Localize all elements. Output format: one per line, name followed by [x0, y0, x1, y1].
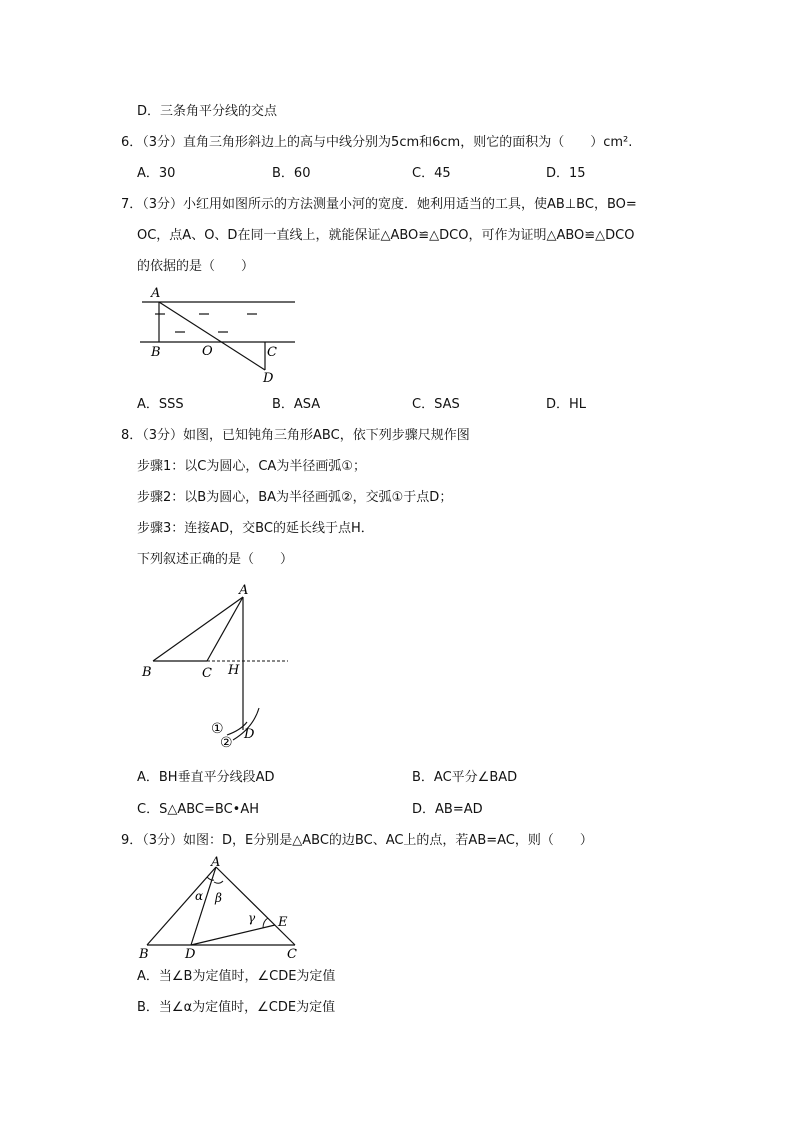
- q8-step-3: 步骤3：连接AD，交BC的延长线于点H．: [137, 521, 374, 536]
- label-b: B: [142, 665, 152, 680]
- label-c: C: [202, 666, 212, 681]
- q6-option-c: C．45: [412, 166, 451, 181]
- q5-option-d: D．三条角平分线的交点: [137, 104, 278, 119]
- q9-triangle-figure: [135, 853, 305, 963]
- label-gamma: γ: [248, 911, 256, 925]
- q8-stem: 8．（3分）如图，已知钝角三角形ABC，依下列步骤尺规作图: [121, 428, 470, 443]
- q7-stem-line-3: 的依据的是（ ）: [137, 259, 255, 274]
- label-b: B: [139, 947, 149, 962]
- q8-step-2: 步骤2：以B为圆心，BA为半径画弧②，交弧①于点D；: [137, 490, 453, 505]
- q6-option-b: B．60: [272, 166, 311, 181]
- segment-ca: [207, 597, 243, 661]
- q7-option-a: A．SSS: [137, 397, 184, 412]
- label-b: B: [151, 345, 161, 360]
- label-a: A: [239, 583, 249, 598]
- q7-stem-line-2: OC，点A、O、D在同一直线上，就能保证△ABO≌△DCO，可作为证明△ABO≌△DCO: [137, 228, 635, 243]
- label-o: O: [202, 344, 213, 359]
- q8-option-b: B．AC平分∠BAD: [412, 770, 518, 785]
- label-a: A: [211, 855, 221, 870]
- q6-option-a: A．30: [137, 166, 176, 181]
- segment-ab: [147, 867, 216, 945]
- q8-option-a: A．BH垂直平分线段AD: [137, 770, 275, 785]
- segment-ac: [216, 867, 295, 945]
- label-e: E: [278, 915, 288, 930]
- q7-river-figure: [135, 282, 305, 387]
- q8-question: 下列叙述正确的是（ ）: [137, 552, 294, 567]
- label-beta: β: [215, 891, 222, 905]
- label-arc-2: ②: [220, 735, 233, 750]
- q8-option-c: C．S△ABC=BC•AH: [137, 802, 259, 817]
- q7-option-c: C．SAS: [412, 397, 460, 412]
- q7-stem-line-1: 7．（3分）小红用如图所示的方法测量小河的宽度．她利用适当的工具，使AB⊥BC，BO=: [121, 197, 637, 212]
- q8-option-d: D．AB=AD: [412, 802, 483, 817]
- label-h: H: [228, 663, 240, 678]
- q8-step-1: 步骤1：以C为圆心，CA为半径画弧①；: [137, 459, 366, 474]
- label-c: C: [267, 345, 277, 360]
- q6-stem: 6．（3分）直角三角形斜边上的高与中线分别为5cm和6cm，则它的面积为（ ）cm².: [121, 135, 633, 150]
- label-d: D: [244, 727, 255, 742]
- label-d: D: [263, 371, 274, 386]
- q8-construction-figure: [135, 580, 305, 750]
- angle-beta-arc: [214, 881, 223, 883]
- segment-ba: [153, 597, 243, 661]
- label-d: D: [185, 947, 196, 962]
- q9-stem: 9．（3分）如图：D，E分别是△ABC的边BC、AC上的点，若AB=AC，则（ ）: [121, 833, 593, 848]
- label-c: C: [287, 947, 297, 962]
- label-a: A: [151, 286, 161, 301]
- label-arc-1: ①: [211, 721, 224, 737]
- segment-de: [191, 925, 275, 945]
- segment-ad: [159, 302, 265, 370]
- q9-option-b: B．当∠α为定值时，∠CDE为定值: [137, 1000, 336, 1015]
- q6-option-d: D．15: [546, 166, 586, 181]
- segment-ad: [191, 867, 216, 945]
- q7-option-b: B．ASA: [272, 397, 321, 412]
- q9-option-a: A．当∠B为定值时，∠CDE为定值: [137, 969, 336, 984]
- label-alpha: α: [195, 889, 204, 903]
- q7-option-d: D．HL: [546, 397, 587, 412]
